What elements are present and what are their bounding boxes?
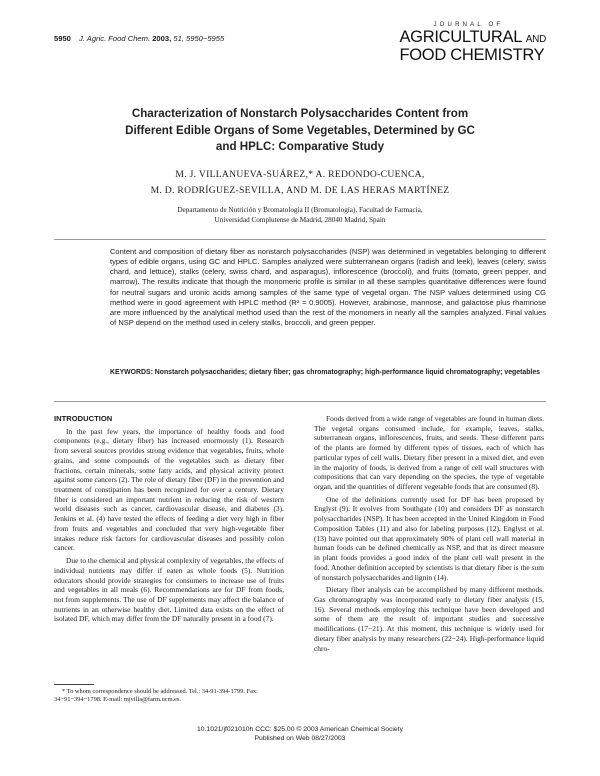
affiliation	[70, 206, 530, 226]
keywords: KEYWORDS: Nonstarch polysaccharides; dietary fiber; gas chromatography; high-performance liquid chromatography; vegetables	[110, 369, 540, 376]
logo-and: AND	[525, 34, 546, 45]
authors-line-2: M. D. RODRÍGUEZ-SEVILLA, AND M. DE LAS HERAS MARTÍNEZ	[150, 184, 450, 196]
logo-journal-of: JOURNAL OF	[433, 22, 504, 28]
title-line-3: and HPLC: Comparative Study	[215, 140, 385, 153]
body-column-left	[54, 414, 284, 627]
footnote-text: * To whom correspondence should be addressed. Tel.: 34-91-394-1799. Fax: 34−91−394−1798. E-mail: mjvilla@farm.ucm.es.	[54, 688, 258, 704]
page-number: 5950	[54, 34, 71, 43]
journal-volume-pages: 51, 5950−5955	[173, 34, 225, 43]
journal-citation	[79, 34, 224, 43]
logo-agricultural: AGRICULTURAL	[399, 28, 522, 46]
abstract-top-divider	[54, 239, 546, 240]
paragraph: Dietary fiber analysis can be accomplished by many different methods. Gas chromatography was incorporated early to dietary fiber analysis (15, 16). Several methods employing this technique have been developed and some of them are the result of important studies and successive modifications (17−21). At this moment, this technique is widely used for dietary fiber analysis by many researchers (22−24). High-performance liquid chro-	[314, 585, 544, 653]
section-heading-introduction: INTRODUCTION	[54, 414, 113, 423]
affiliation-line-1: Departamento de Nutrición y Bromatología II (Bromatología), Facultad de Farmacia,	[177, 206, 423, 214]
title-line-2: Different Edible Organs of Some Vegetables, Determined by GC	[125, 123, 475, 137]
logo-line-2: FOOD CHEMISTRY	[399, 45, 545, 64]
footnote-divider	[54, 684, 94, 685]
journal-year: 2003,	[152, 34, 172, 43]
body-column-right	[314, 414, 544, 656]
paragraph: One of the definitions currently used for DF has been proposed by Englyst (9). It evolves from Southgate (10) and considers DF as nonstarch polysaccharides (NSP). It has been accepted in the United Kingdom in Food Composition Tables (11) and also for labeling purposes (12). Englyst et al. (13) have pointed out that approximately 90% of plant cell wall material in human foods can be defined chemically as NSP, and that its direct measure in plant foods provides a good index of the plant cell wall present in the food. Another definition accepted by scientists is that dietary fiber is the sum of nonstarch polysaccharides and lignin (14).	[314, 494, 544, 582]
paragraph: Due to the chemical and physical complexity of vegetables, the effects of individual nutrients may differ if eaten as whole foods (5). Nutrition educators should provide strategies for consumers to increase use of fruits and vegetables in all meals (6). Recommendations are for DF from foods, not from supplements. The use of DF supplements may affect the balance of nutrients in an otherwise healthy diet. Limited data exists on the effect of isolated DF, which may differ from the DF naturally present in a food (7).	[54, 556, 284, 624]
title-line-1: Characterization of Nonstarch Polysaccharides Content from	[131, 107, 469, 120]
paragraph: Foods derived from a wide range of vegetables are found in human diets. The vegetal organs consumed include, for example, leaves, stalks, subterranean organs, inflorescences, fruits, and seeds. These different parts of the plants are formed by different types of tissues, each of which has particular types of cell walls. Dietary fiber present in a mixed diet, and even in the majority of foods, is derived from a range of cell wall structures with compositions that can vary depending on the species, the type of vegetable organ, and the quantities of different vegetable foods that are consumed (8).	[314, 414, 544, 492]
authors-line-1: M. J. VILLANUEVA-SUÁREZ,* A. REDONDO-CUENCA,	[175, 169, 425, 180]
abstract: Content and composition of dietary fiber as nonstarch polysaccharides (NSP) was determined in vegetables belonging to different types of edible organs, using GC and HPLC. Samples analyzed were subterranean organs (radish and leek), leaves (celery, swiss chard, and lettuce), stalks (celery, swiss chard, and asparagus), inflorescence (broccoli), and fruits (tomato, green pepper, and marrow). The results indicate that though the monomeric profile is similar in all these samples quantitative differences were found for neutral sugars and uronic acids among samples of the same type of vegetal organ. The NSP values determined using CG method were in good agreement with HPLC method (R² = 0.9005). However, arabinose, mannose, and galactose plus rhamnose are more influenced by the analytical method used than the rest of the monomers in nearly all the samples analyzed. Final values of NSP depend on the method used in celery stalks, broccoli, and green pepper.	[110, 247, 546, 328]
running-header	[54, 34, 224, 43]
logo-line-1	[399, 29, 546, 46]
journal-logo	[399, 22, 546, 63]
author-list	[70, 167, 530, 198]
publication-date: Published on Web 08/27/2003	[254, 734, 346, 742]
paragraph: In the past few years, the importance of healthy foods and food components (e.g., dietary fiber) has increased enormously (1). Research from several sources provides strong evidence that vegetables, fruits, whole grains, and some compounds of the vegetables such as dietary fiber fractions, certain minerals, some fatty acids, and physical activity protect against some cancers (2). The role of dietary fiber (DF) in the prevention and treatment of constipation has been recognized for over a century. Dietary fiber is considered an important nutrient in reducing the risk of western world diseases such as cancer, cardiovascular disease, and diabetes (3). Jenkins et al. (4) have tested the effects of feeding a diet very high in fiber from fruits and vegetables and concluded that very high-vegetable fiber intakes reduce risk factors for cardiovascular diseases and possibly colon cancer.	[54, 426, 284, 553]
page-footer	[150, 726, 450, 744]
correspondence-footnote	[54, 688, 286, 705]
doi-copyright: 10.1021/jf021010h CCC: $25.00 © 2003 American Chemical Society	[196, 726, 404, 733]
article-title	[70, 106, 530, 156]
journal-name: J. Agric. Food Chem.	[79, 34, 151, 43]
affiliation-line-2: Universidad Complutense de Madrid, 28040 Madrid, Spain	[214, 215, 386, 224]
abstract-bottom-divider	[54, 401, 546, 402]
